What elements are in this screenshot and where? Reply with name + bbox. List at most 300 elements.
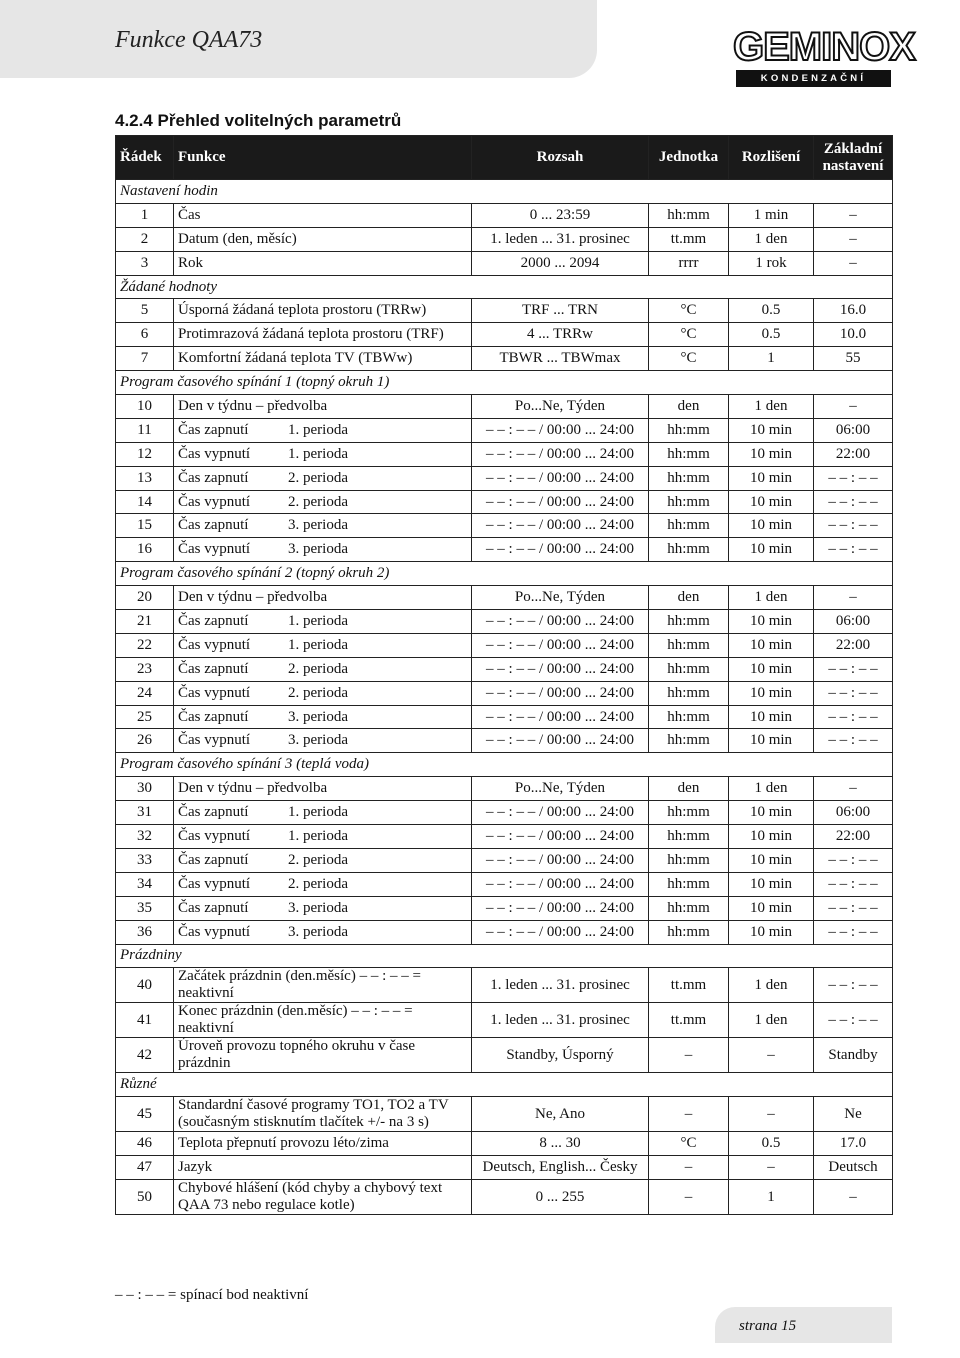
range-cell: – – : – – / 00:00 ... 24:00 [472, 418, 649, 442]
parameters-table [115, 135, 893, 1215]
unit-cell: °C [649, 323, 729, 347]
default-cell: Ne [814, 1097, 893, 1132]
range-cell: TRF ... TRN [472, 299, 649, 323]
range-cell: – – : – – / 00:00 ... 24:00 [472, 538, 649, 562]
table-body [116, 180, 893, 1215]
table-row [116, 968, 893, 1003]
range-cell: 1. leden ... 31. prosinec [472, 227, 649, 251]
default-cell: – – : – – [814, 681, 893, 705]
row-number: 7 [116, 347, 174, 371]
default-cell: 10.0 [814, 323, 893, 347]
range-cell: – – : – – / 00:00 ... 24:00 [472, 705, 649, 729]
function-cell [174, 418, 472, 442]
section-label: Různé [116, 1073, 893, 1097]
resolution-cell: – [729, 1156, 814, 1180]
range-cell: – – : – – / 00:00 ... 24:00 [472, 872, 649, 896]
default-cell: 22:00 [814, 633, 893, 657]
default-cell: 16.0 [814, 299, 893, 323]
row-number: 6 [116, 323, 174, 347]
row-number: 40 [116, 968, 174, 1003]
range-cell: Deutsch, English... Česky [472, 1156, 649, 1180]
function-cell: Úroveň provozu topného okruhu v čase prázdnin [174, 1038, 472, 1073]
function-cell: Jazyk [174, 1156, 472, 1180]
range-cell: – – : – – / 00:00 ... 24:00 [472, 681, 649, 705]
table-row [116, 825, 893, 849]
range-cell: – – : – – / 00:00 ... 24:00 [472, 514, 649, 538]
range-cell: – – : – – / 00:00 ... 24:00 [472, 657, 649, 681]
header-rozsah: Rozsah [472, 136, 649, 180]
function-cell: Rok [174, 251, 472, 275]
function-cell [174, 490, 472, 514]
range-cell: – – : – – / 00:00 ... 24:00 [472, 848, 649, 872]
row-number: 15 [116, 514, 174, 538]
table-row [116, 466, 893, 490]
period-label: 1. perioda [288, 445, 348, 462]
page-number: strana 15 [739, 1318, 797, 1334]
row-number: 41 [116, 1003, 174, 1038]
period-label: 1. perioda [288, 827, 348, 844]
default-cell: – [814, 1180, 893, 1215]
range-cell: – – : – – / 00:00 ... 24:00 [472, 610, 649, 634]
table-row [116, 801, 893, 825]
function-label: Čas zapnutí [178, 469, 249, 486]
function-label: Čas vypnutí [178, 875, 251, 892]
row-number: 32 [116, 825, 174, 849]
unit-cell: hh:mm [649, 203, 729, 227]
unit-cell: hh:mm [649, 466, 729, 490]
default-cell: – – : – – [814, 705, 893, 729]
row-number: 26 [116, 729, 174, 753]
resolution-cell: 1 den [729, 777, 814, 801]
row-number: 46 [116, 1132, 174, 1156]
period-label: 2. perioda [288, 684, 348, 701]
function-cell [174, 896, 472, 920]
function-label: Čas vypnutí [178, 684, 251, 701]
unit-cell: hh:mm [649, 657, 729, 681]
unit-cell: hh:mm [649, 681, 729, 705]
resolution-cell: 1 den [729, 227, 814, 251]
unit-cell: hh:mm [649, 633, 729, 657]
table-row [116, 203, 893, 227]
default-cell: – – : – – [814, 729, 893, 753]
default-cell: – – : – – [814, 538, 893, 562]
function-label: Čas vypnutí [178, 493, 251, 510]
period-label: 3. perioda [288, 541, 348, 558]
table-row [116, 610, 893, 634]
period-label: 2. perioda [288, 875, 348, 892]
period-label: 2. perioda [288, 851, 348, 868]
function-cell: Chybové hlášení (kód chyby a chybový text QAA 73 nebo regulace kotle) [174, 1180, 472, 1215]
function-label: Čas vypnutí [178, 732, 251, 749]
default-cell: 17.0 [814, 1132, 893, 1156]
function-cell: Začátek prázdnin (den.měsíc) – – : – – = neaktivní [174, 968, 472, 1003]
section-label: Nastavení hodin [116, 180, 893, 204]
default-cell: – [814, 251, 893, 275]
function-cell [174, 848, 472, 872]
resolution-cell: 10 min [729, 610, 814, 634]
header-rozliseni: Rozlišení [729, 136, 814, 180]
resolution-cell: 10 min [729, 442, 814, 466]
table-row [116, 1097, 893, 1132]
row-number: 1 [116, 203, 174, 227]
default-cell: 06:00 [814, 418, 893, 442]
range-cell: 4 ... TRRw [472, 323, 649, 347]
default-cell: – – : – – [814, 872, 893, 896]
resolution-cell: 10 min [729, 729, 814, 753]
resolution-cell: 10 min [729, 872, 814, 896]
function-label: Čas vypnutí [178, 636, 251, 653]
unit-cell: hh:mm [649, 848, 729, 872]
unit-cell: den [649, 777, 729, 801]
section-label: Program časového spínání 1 (topný okruh 1) [116, 371, 893, 395]
function-cell [174, 442, 472, 466]
row-number: 42 [116, 1038, 174, 1073]
section-label: Program časového spínání 3 (teplá voda) [116, 753, 893, 777]
range-cell: – – : – – / 00:00 ... 24:00 [472, 490, 649, 514]
table-section-row [116, 753, 893, 777]
function-label: Čas vypnutí [178, 827, 251, 844]
range-cell: – – : – – / 00:00 ... 24:00 [472, 825, 649, 849]
function-cell: Standardní časové programy TO1, TO2 a TV (současným stisknutím tlačítek +/- na 3 s) [174, 1097, 472, 1132]
unit-cell: hh:mm [649, 825, 729, 849]
default-cell: 22:00 [814, 442, 893, 466]
range-cell: Ne, Ano [472, 1097, 649, 1132]
table-row [116, 848, 893, 872]
resolution-cell: 1 rok [729, 251, 814, 275]
default-cell: – [814, 586, 893, 610]
resolution-cell: – [729, 1038, 814, 1073]
header-bar [0, 0, 597, 78]
function-cell: Konec prázdnin (den.měsíc) – – : – – = neaktivní [174, 1003, 472, 1038]
section-label: Žádané hodnoty [116, 275, 893, 299]
row-number: 35 [116, 896, 174, 920]
function-cell [174, 801, 472, 825]
resolution-cell: 10 min [729, 848, 814, 872]
unit-cell: hh:mm [649, 872, 729, 896]
function-cell [174, 657, 472, 681]
range-cell: 0 ... 255 [472, 1180, 649, 1215]
function-label: Čas zapnutí [178, 851, 249, 868]
table-section-row [116, 562, 893, 586]
resolution-cell: 0.5 [729, 1132, 814, 1156]
unit-cell: °C [649, 1132, 729, 1156]
unit-cell: hh:mm [649, 442, 729, 466]
function-label: Čas vypnutí [178, 923, 251, 940]
legend-note: – – : – – = spínací bod neaktivní [115, 1287, 309, 1303]
table-row [116, 251, 893, 275]
table-row [116, 777, 893, 801]
row-number: 31 [116, 801, 174, 825]
default-cell: – [814, 227, 893, 251]
row-number: 25 [116, 705, 174, 729]
logo-wordmark: GEMINOX [733, 25, 915, 69]
range-cell: 1. leden ... 31. prosinec [472, 968, 649, 1003]
header-zakladni-nastaveni: Základní nastavení [814, 136, 893, 180]
range-cell: 1. leden ... 31. prosinec [472, 1003, 649, 1038]
period-label: 3. perioda [288, 923, 348, 940]
header-funkce: Funkce [174, 136, 472, 180]
unit-cell: hh:mm [649, 729, 729, 753]
row-number: 3 [116, 251, 174, 275]
table-row [116, 1156, 893, 1180]
range-cell: – – : – – / 00:00 ... 24:00 [472, 442, 649, 466]
table-section-row [116, 275, 893, 299]
function-label: Čas vypnutí [178, 541, 251, 558]
row-number: 33 [116, 848, 174, 872]
unit-cell: hh:mm [649, 514, 729, 538]
row-number: 20 [116, 586, 174, 610]
function-label: Čas zapnutí [178, 708, 249, 725]
table-row [116, 538, 893, 562]
table-section-row [116, 371, 893, 395]
function-cell: Čas [174, 203, 472, 227]
resolution-cell: 10 min [729, 920, 814, 944]
row-number: 16 [116, 538, 174, 562]
table-row [116, 705, 893, 729]
function-cell [174, 729, 472, 753]
row-number: 50 [116, 1180, 174, 1215]
default-cell: 55 [814, 347, 893, 371]
table-row [116, 1180, 893, 1215]
function-label: Čas zapnutí [178, 660, 249, 677]
row-number: 10 [116, 395, 174, 419]
table-row [116, 514, 893, 538]
default-cell: – – : – – [814, 920, 893, 944]
range-cell: – – : – – / 00:00 ... 24:00 [472, 729, 649, 753]
resolution-cell: 1 [729, 1180, 814, 1215]
default-cell: Standby [814, 1038, 893, 1073]
function-cell [174, 705, 472, 729]
row-number: 2 [116, 227, 174, 251]
resolution-cell: 0.5 [729, 323, 814, 347]
table-row [116, 729, 893, 753]
row-number: 23 [116, 657, 174, 681]
function-cell: Den v týdnu – předvolba [174, 777, 472, 801]
default-cell: – – : – – [814, 968, 893, 1003]
range-cell: Standby, Úsporný [472, 1038, 649, 1073]
range-cell: – – : – – / 00:00 ... 24:00 [472, 466, 649, 490]
range-cell: Po...Ne, Týden [472, 586, 649, 610]
row-number: 45 [116, 1097, 174, 1132]
function-cell: Komfortní žádaná teplota TV (TBWw) [174, 347, 472, 371]
row-number: 30 [116, 777, 174, 801]
section-title: 4.2.4 Přehled volitelných parametrů [115, 111, 402, 130]
resolution-cell: 10 min [729, 538, 814, 562]
period-label: 2. perioda [288, 660, 348, 677]
period-label: 1. perioda [288, 421, 348, 438]
default-cell: – – : – – [814, 848, 893, 872]
function-cell: Den v týdnu – předvolba [174, 586, 472, 610]
default-cell: – – : – – [814, 466, 893, 490]
period-label: 2. perioda [288, 493, 348, 510]
unit-cell: – [649, 1097, 729, 1132]
resolution-cell: 1 min [729, 203, 814, 227]
function-cell [174, 610, 472, 634]
range-cell: – – : – – / 00:00 ... 24:00 [472, 633, 649, 657]
table-row [116, 227, 893, 251]
row-number: 47 [116, 1156, 174, 1180]
period-label: 3. perioda [288, 732, 348, 749]
unit-cell: tt.mm [649, 227, 729, 251]
row-number: 36 [116, 920, 174, 944]
unit-cell: – [649, 1180, 729, 1215]
function-cell [174, 872, 472, 896]
row-number: 11 [116, 418, 174, 442]
table-row [116, 1003, 893, 1038]
resolution-cell: 10 min [729, 896, 814, 920]
section-label: Program časového spínání 2 (topný okruh 2) [116, 562, 893, 586]
resolution-cell: 10 min [729, 418, 814, 442]
function-cell: Úsporná žádaná teplota prostoru (TRRw) [174, 299, 472, 323]
resolution-cell: 1 den [729, 395, 814, 419]
unit-cell: den [649, 395, 729, 419]
resolution-cell: 10 min [729, 633, 814, 657]
range-cell: – – : – – / 00:00 ... 24:00 [472, 801, 649, 825]
unit-cell: – [649, 1038, 729, 1073]
table-row [116, 395, 893, 419]
function-cell [174, 825, 472, 849]
logo-subtitle: KONDENZAČNÍ KOTLE [736, 70, 891, 87]
table-row [116, 323, 893, 347]
page-header-title: Funkce QAA73 [115, 27, 263, 53]
function-label: Čas zapnutí [178, 517, 249, 534]
default-cell: – [814, 777, 893, 801]
unit-cell: hh:mm [649, 705, 729, 729]
resolution-cell: 10 min [729, 657, 814, 681]
table-section-row [116, 1073, 893, 1097]
resolution-cell: 1 den [729, 586, 814, 610]
table-header-row [116, 136, 893, 180]
resolution-cell: 10 min [729, 514, 814, 538]
row-number: 13 [116, 466, 174, 490]
table-row [116, 490, 893, 514]
unit-cell: hh:mm [649, 801, 729, 825]
table-row [116, 1132, 893, 1156]
period-label: 3. perioda [288, 517, 348, 534]
resolution-cell: 10 min [729, 490, 814, 514]
default-cell: – [814, 395, 893, 419]
function-label: Čas zapnutí [178, 612, 249, 629]
table-row [116, 442, 893, 466]
table-row [116, 633, 893, 657]
table-row [116, 347, 893, 371]
default-cell: – – : – – [814, 490, 893, 514]
function-cell: Teplota přepnutí provozu léto/zima [174, 1132, 472, 1156]
range-cell: 0 ... 23:59 [472, 203, 649, 227]
unit-cell: hh:mm [649, 920, 729, 944]
resolution-cell: – [729, 1097, 814, 1132]
table-row [116, 681, 893, 705]
function-label: Čas zapnutí [178, 899, 249, 916]
resolution-cell: 10 min [729, 705, 814, 729]
row-number: 21 [116, 610, 174, 634]
row-number: 34 [116, 872, 174, 896]
table-row [116, 657, 893, 681]
range-cell: 8 ... 30 [472, 1132, 649, 1156]
resolution-cell: 10 min [729, 466, 814, 490]
resolution-cell: 1 [729, 347, 814, 371]
default-cell: – – : – – [814, 1003, 893, 1038]
row-number: 14 [116, 490, 174, 514]
row-number: 12 [116, 442, 174, 466]
unit-cell: – [649, 1156, 729, 1180]
resolution-cell: 10 min [729, 801, 814, 825]
period-label: 3. perioda [288, 899, 348, 916]
table-row [116, 299, 893, 323]
resolution-cell: 1 den [729, 968, 814, 1003]
function-cell [174, 681, 472, 705]
default-cell: – – : – – [814, 514, 893, 538]
unit-cell: hh:mm [649, 490, 729, 514]
default-cell: – – : – – [814, 657, 893, 681]
unit-cell: rrrr [649, 251, 729, 275]
row-number: 22 [116, 633, 174, 657]
header-jednotka: Jednotka [649, 136, 729, 180]
resolution-cell: 10 min [729, 825, 814, 849]
function-cell [174, 466, 472, 490]
default-cell: – [814, 203, 893, 227]
table-section-row [116, 180, 893, 204]
unit-cell: hh:mm [649, 538, 729, 562]
unit-cell: den [649, 586, 729, 610]
range-cell: 2000 ... 2094 [472, 251, 649, 275]
period-label: 1. perioda [288, 804, 348, 821]
table-row [116, 418, 893, 442]
geminox-logo [733, 25, 915, 101]
default-cell: Deutsch [814, 1156, 893, 1180]
unit-cell: hh:mm [649, 610, 729, 634]
function-cell [174, 514, 472, 538]
row-number: 5 [116, 299, 174, 323]
unit-cell: °C [649, 347, 729, 371]
table-section-row [116, 944, 893, 968]
default-cell: 22:00 [814, 825, 893, 849]
function-cell [174, 633, 472, 657]
table-row [116, 586, 893, 610]
range-cell: Po...Ne, Týden [472, 777, 649, 801]
default-cell: 06:00 [814, 801, 893, 825]
page-number-box [715, 1307, 892, 1343]
unit-cell: tt.mm [649, 968, 729, 1003]
range-cell: Po...Ne, Týden [472, 395, 649, 419]
table-row [116, 920, 893, 944]
row-number: 24 [116, 681, 174, 705]
function-label: Čas zapnutí [178, 421, 249, 438]
range-cell: TBWR ... TBWmax [472, 347, 649, 371]
function-cell [174, 538, 472, 562]
default-cell: 06:00 [814, 610, 893, 634]
function-label: Čas vypnutí [178, 445, 251, 462]
table-row [116, 872, 893, 896]
default-cell: – – : – – [814, 896, 893, 920]
header-radek: Řádek [116, 136, 174, 180]
range-cell: – – : – – / 00:00 ... 24:00 [472, 920, 649, 944]
function-cell: Protimrazová žádaná teplota prostoru (TRF) [174, 323, 472, 347]
section-label: Prázdniny [116, 944, 893, 968]
table-row [116, 896, 893, 920]
function-cell: Datum (den, měsíc) [174, 227, 472, 251]
range-cell: – – : – – / 00:00 ... 24:00 [472, 896, 649, 920]
period-label: 3. perioda [288, 708, 348, 725]
period-label: 2. perioda [288, 469, 348, 486]
function-cell [174, 920, 472, 944]
resolution-cell: 1 den [729, 1003, 814, 1038]
table-row [116, 1038, 893, 1073]
unit-cell: tt.mm [649, 1003, 729, 1038]
period-label: 1. perioda [288, 636, 348, 653]
period-label: 1. perioda [288, 612, 348, 629]
resolution-cell: 10 min [729, 681, 814, 705]
